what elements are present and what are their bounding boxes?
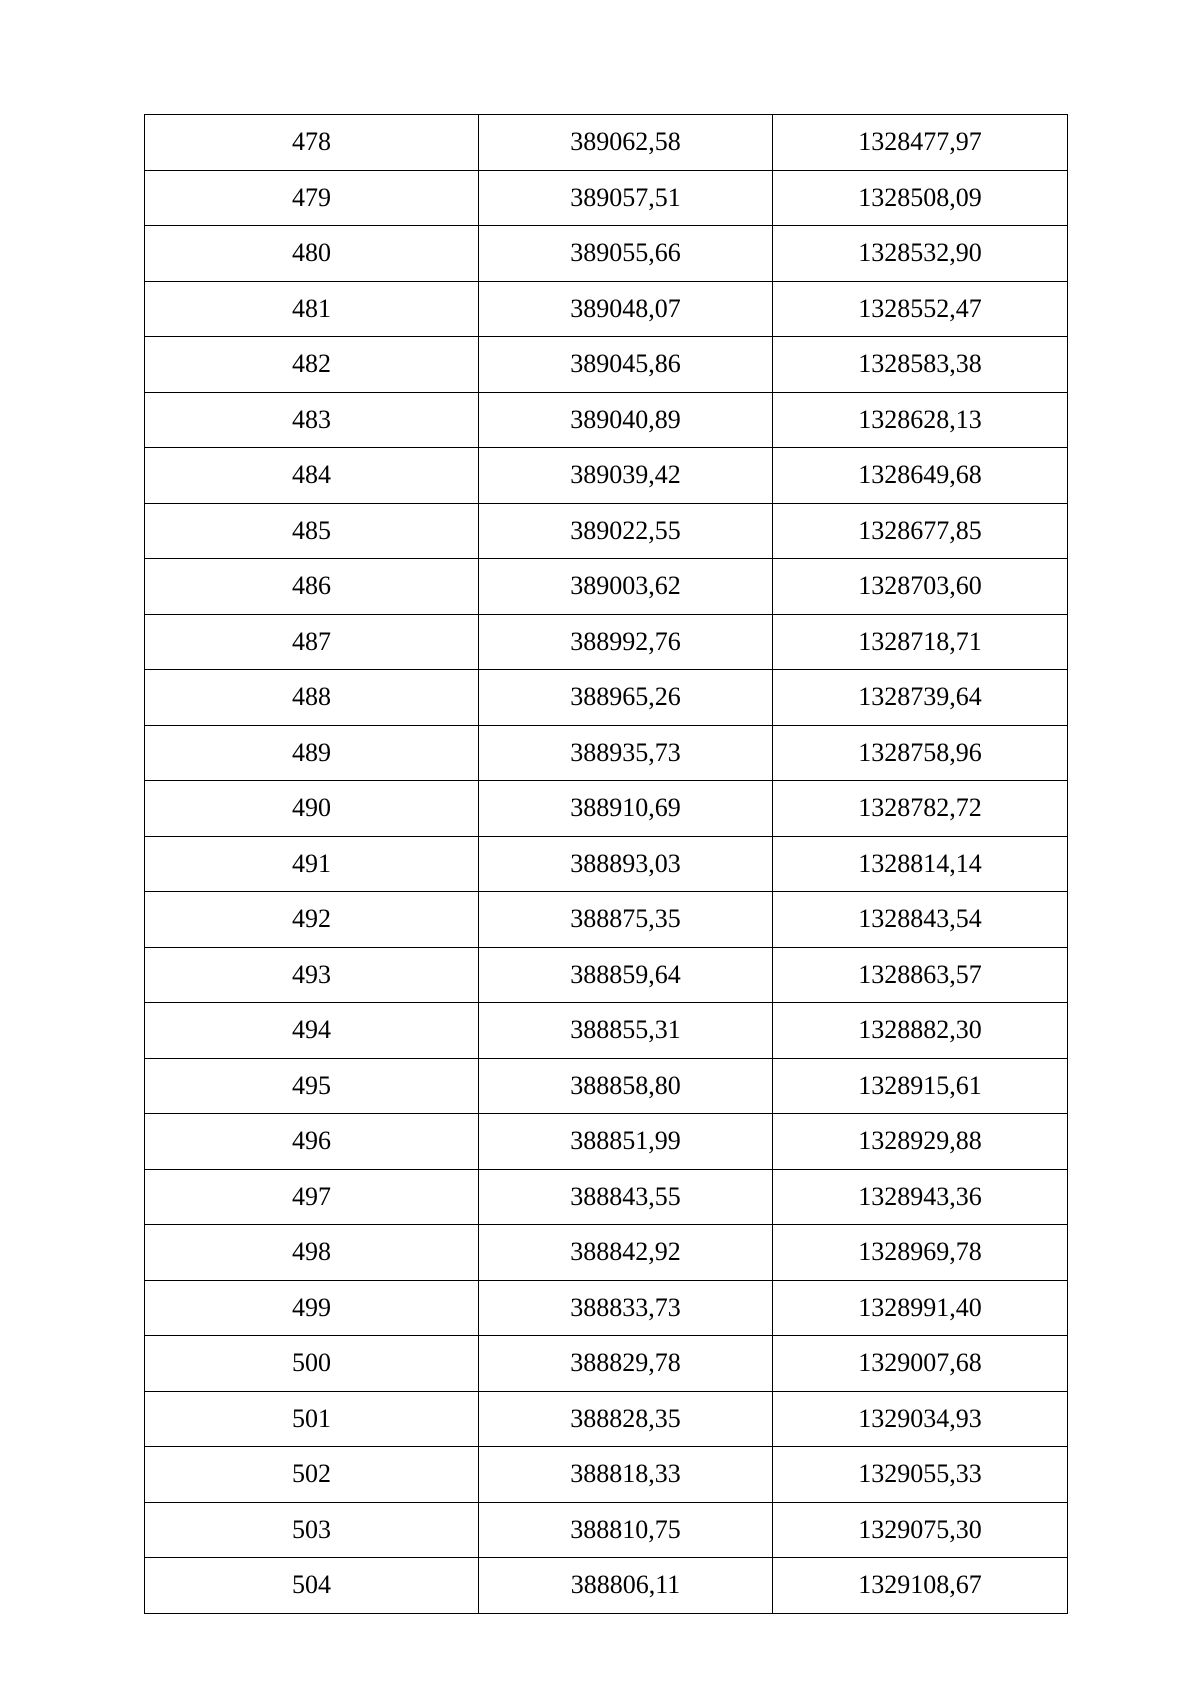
point-number-cell: 481 xyxy=(145,281,479,337)
point-number-cell: 491 xyxy=(145,836,479,892)
table-row xyxy=(145,559,1068,615)
y-coordinate-cell: 1328703,60 xyxy=(773,559,1068,615)
x-coordinate-cell: 388893,03 xyxy=(479,836,773,892)
x-coordinate-cell: 388843,55 xyxy=(479,1169,773,1225)
x-coordinate-cell: 388806,11 xyxy=(479,1558,773,1614)
y-coordinate-cell: 1328677,85 xyxy=(773,503,1068,559)
y-coordinate-cell: 1328739,64 xyxy=(773,670,1068,726)
x-coordinate-cell: 389045,86 xyxy=(479,337,773,393)
table-row xyxy=(145,1114,1068,1170)
y-coordinate-cell: 1328991,40 xyxy=(773,1280,1068,1336)
table-row xyxy=(145,1502,1068,1558)
y-coordinate-cell: 1328508,09 xyxy=(773,170,1068,226)
x-coordinate-cell: 389057,51 xyxy=(479,170,773,226)
table-row xyxy=(145,1058,1068,1114)
point-number-cell: 487 xyxy=(145,614,479,670)
y-coordinate-cell: 1328882,30 xyxy=(773,1003,1068,1059)
table-row xyxy=(145,614,1068,670)
point-number-cell: 498 xyxy=(145,1225,479,1281)
x-coordinate-cell: 388992,76 xyxy=(479,614,773,670)
table-row xyxy=(145,170,1068,226)
x-coordinate-cell: 389062,58 xyxy=(479,115,773,171)
point-number-cell: 484 xyxy=(145,448,479,504)
x-coordinate-cell: 388858,80 xyxy=(479,1058,773,1114)
x-coordinate-cell: 388818,33 xyxy=(479,1447,773,1503)
table-row xyxy=(145,836,1068,892)
point-number-cell: 488 xyxy=(145,670,479,726)
y-coordinate-cell: 1328814,14 xyxy=(773,836,1068,892)
x-coordinate-cell: 388810,75 xyxy=(479,1502,773,1558)
coordinates-table xyxy=(144,114,1068,1614)
table-row xyxy=(145,503,1068,559)
y-coordinate-cell: 1328782,72 xyxy=(773,781,1068,837)
x-coordinate-cell: 388829,78 xyxy=(479,1336,773,1392)
point-number-cell: 502 xyxy=(145,1447,479,1503)
y-coordinate-cell: 1329007,68 xyxy=(773,1336,1068,1392)
point-number-cell: 495 xyxy=(145,1058,479,1114)
table-row xyxy=(145,1391,1068,1447)
y-coordinate-cell: 1328863,57 xyxy=(773,947,1068,1003)
point-number-cell: 492 xyxy=(145,892,479,948)
y-coordinate-cell: 1328583,38 xyxy=(773,337,1068,393)
table-row xyxy=(145,1336,1068,1392)
table-row xyxy=(145,892,1068,948)
point-number-cell: 503 xyxy=(145,1502,479,1558)
point-number-cell: 499 xyxy=(145,1280,479,1336)
table-row xyxy=(145,781,1068,837)
table-row xyxy=(145,281,1068,337)
point-number-cell: 504 xyxy=(145,1558,479,1614)
table-row xyxy=(145,392,1068,448)
y-coordinate-cell: 1329108,67 xyxy=(773,1558,1068,1614)
point-number-cell: 500 xyxy=(145,1336,479,1392)
table-row xyxy=(145,1225,1068,1281)
y-coordinate-cell: 1328943,36 xyxy=(773,1169,1068,1225)
table-row xyxy=(145,1558,1068,1614)
y-coordinate-cell: 1328969,78 xyxy=(773,1225,1068,1281)
point-number-cell: 493 xyxy=(145,947,479,1003)
y-coordinate-cell: 1328552,47 xyxy=(773,281,1068,337)
point-number-cell: 497 xyxy=(145,1169,479,1225)
x-coordinate-cell: 389040,89 xyxy=(479,392,773,448)
point-number-cell: 486 xyxy=(145,559,479,615)
y-coordinate-cell: 1328915,61 xyxy=(773,1058,1068,1114)
table-row xyxy=(145,670,1068,726)
point-number-cell: 480 xyxy=(145,226,479,282)
y-coordinate-cell: 1328843,54 xyxy=(773,892,1068,948)
y-coordinate-cell: 1328628,13 xyxy=(773,392,1068,448)
coordinates-table-body xyxy=(145,115,1068,1614)
y-coordinate-cell: 1328929,88 xyxy=(773,1114,1068,1170)
x-coordinate-cell: 388859,64 xyxy=(479,947,773,1003)
point-number-cell: 482 xyxy=(145,337,479,393)
table-row xyxy=(145,1447,1068,1503)
x-coordinate-cell: 388851,99 xyxy=(479,1114,773,1170)
y-coordinate-cell: 1328718,71 xyxy=(773,614,1068,670)
table-row xyxy=(145,1280,1068,1336)
table-row xyxy=(145,226,1068,282)
x-coordinate-cell: 389048,07 xyxy=(479,281,773,337)
point-number-cell: 490 xyxy=(145,781,479,837)
table-row xyxy=(145,448,1068,504)
y-coordinate-cell: 1329034,93 xyxy=(773,1391,1068,1447)
table-row xyxy=(145,725,1068,781)
point-number-cell: 485 xyxy=(145,503,479,559)
point-number-cell: 501 xyxy=(145,1391,479,1447)
point-number-cell: 494 xyxy=(145,1003,479,1059)
point-number-cell: 478 xyxy=(145,115,479,171)
y-coordinate-cell: 1328477,97 xyxy=(773,115,1068,171)
y-coordinate-cell: 1328649,68 xyxy=(773,448,1068,504)
y-coordinate-cell: 1329055,33 xyxy=(773,1447,1068,1503)
x-coordinate-cell: 388875,35 xyxy=(479,892,773,948)
table-row xyxy=(145,115,1068,171)
point-number-cell: 483 xyxy=(145,392,479,448)
y-coordinate-cell: 1329075,30 xyxy=(773,1502,1068,1558)
x-coordinate-cell: 388828,35 xyxy=(479,1391,773,1447)
table-row xyxy=(145,1169,1068,1225)
point-number-cell: 496 xyxy=(145,1114,479,1170)
x-coordinate-cell: 389003,62 xyxy=(479,559,773,615)
x-coordinate-cell: 388833,73 xyxy=(479,1280,773,1336)
point-number-cell: 489 xyxy=(145,725,479,781)
point-number-cell: 479 xyxy=(145,170,479,226)
x-coordinate-cell: 388842,92 xyxy=(479,1225,773,1281)
x-coordinate-cell: 389039,42 xyxy=(479,448,773,504)
table-row xyxy=(145,337,1068,393)
table-row xyxy=(145,1003,1068,1059)
x-coordinate-cell: 389022,55 xyxy=(479,503,773,559)
x-coordinate-cell: 388935,73 xyxy=(479,725,773,781)
x-coordinate-cell: 388855,31 xyxy=(479,1003,773,1059)
y-coordinate-cell: 1328758,96 xyxy=(773,725,1068,781)
x-coordinate-cell: 388910,69 xyxy=(479,781,773,837)
table-row xyxy=(145,947,1068,1003)
x-coordinate-cell: 389055,66 xyxy=(479,226,773,282)
y-coordinate-cell: 1328532,90 xyxy=(773,226,1068,282)
x-coordinate-cell: 388965,26 xyxy=(479,670,773,726)
